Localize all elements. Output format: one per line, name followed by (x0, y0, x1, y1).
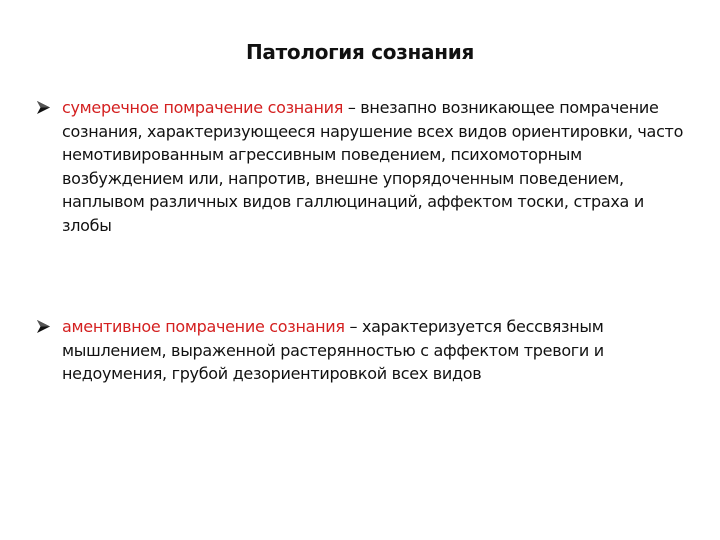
page-title: Патология сознания (245, 40, 475, 64)
arrowhead-bullet-icon (36, 319, 51, 334)
term-label: сумеречное помрачение сознания (62, 98, 344, 117)
definition-text: – характеризуется бессвязным мышлением, выраженной растерянностью с аффектом тревоги и недоумения, грубой дезориентировкой всех видов (62, 317, 604, 383)
list-item (36, 315, 686, 386)
definition-text: – внезапно возникающее помрачение сознания, характеризующееся нарушение всех видов ориентировки, часто немотивированным агрессивным поведением, психомоторным возбуждением или, напротив, внешне упорядоченным поведением, наплывом различных видов галлюцинаций, аффектом тоски, страха и злобы (62, 98, 684, 235)
term-label: аментивное помрачение сознания (62, 317, 345, 336)
list-item (36, 96, 686, 237)
arrowhead-bullet-icon (36, 100, 51, 115)
bullet-text (62, 315, 686, 386)
bullet-text (62, 96, 686, 237)
